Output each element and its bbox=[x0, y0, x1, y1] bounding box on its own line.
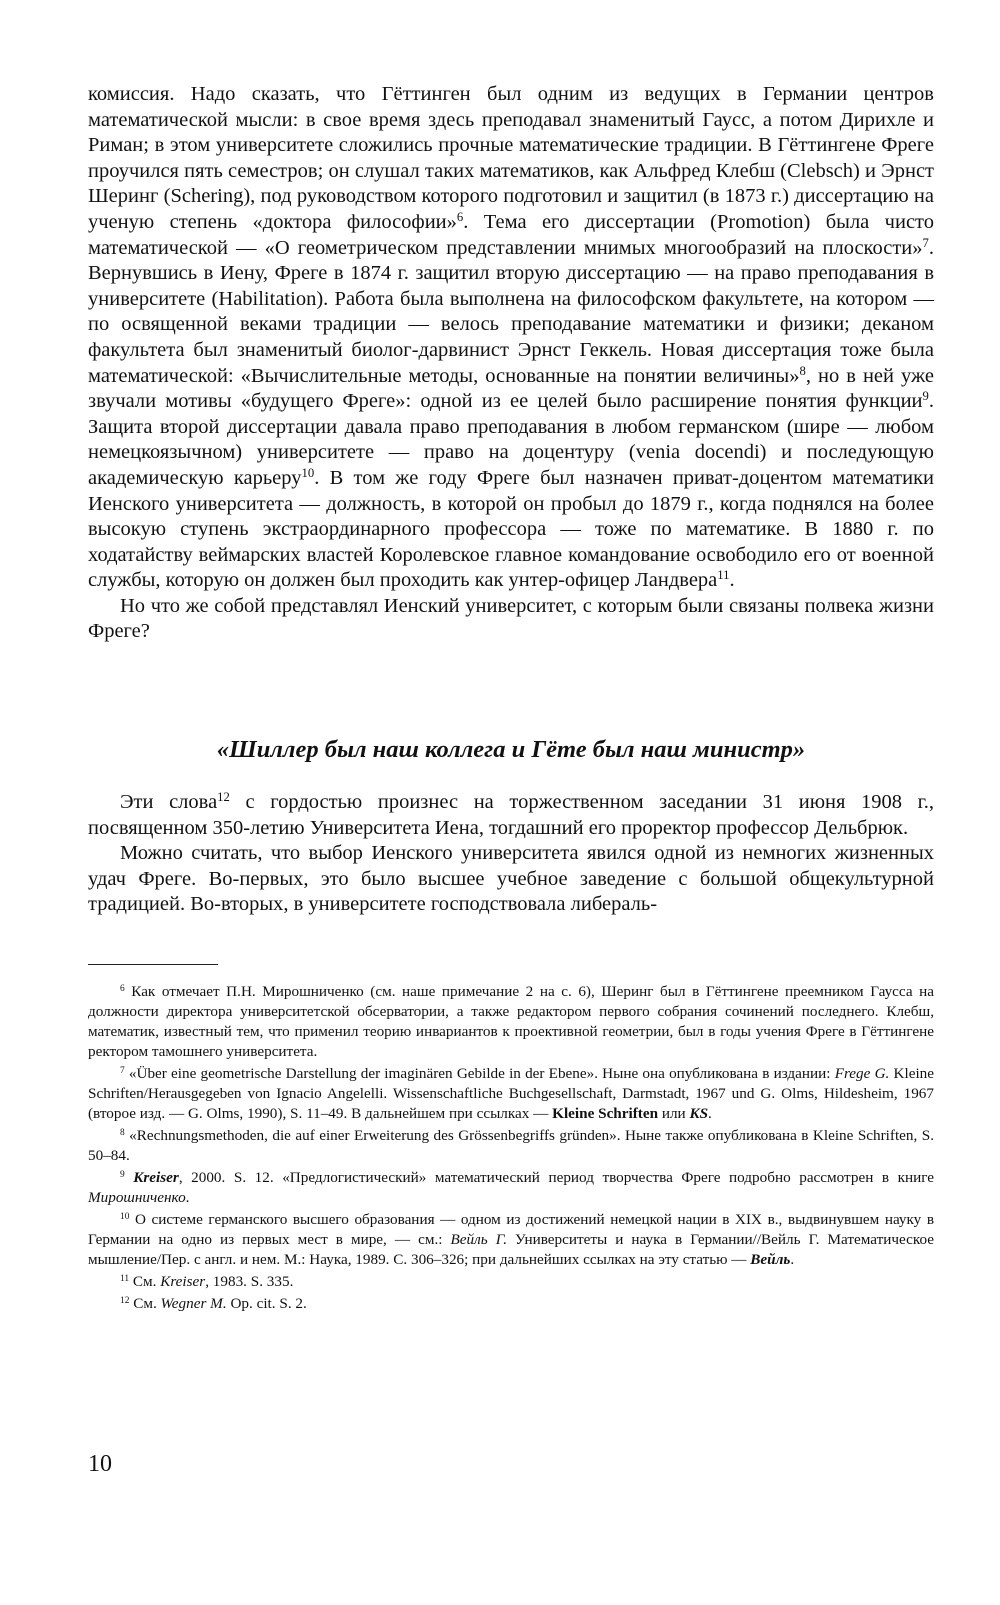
author-name: Kreiser bbox=[160, 1273, 206, 1290]
footnote-ref-9[interactable]: 9 bbox=[922, 389, 929, 404]
footnote-ref-7[interactable]: 7 bbox=[922, 235, 929, 250]
footnote-mark: 9 bbox=[120, 1169, 125, 1180]
footnote-text: «Über eine geometrische Darstellung der imaginären Gebilde in der Ebene». Ныне она опубликована в издании: bbox=[128, 1065, 835, 1082]
footnote-mark: 10 bbox=[120, 1211, 130, 1222]
footnote-text: или bbox=[658, 1105, 690, 1122]
footnote-text: Kleine Schriften/Herausgegeben von Ignacio Angelelli. Wissenschaftliche Buchgesellschaft, Darmstadt, 1967 und G. Olms, Hildesheim, 1967 (второе изд. — G. Olms, 1990), S. 11–49. В дальнейшем при ссылках — bbox=[88, 1065, 935, 1122]
footnote-text: См. bbox=[132, 1273, 161, 1290]
footnote-text: , 1983. S. 335. bbox=[205, 1273, 294, 1290]
abbreviation: Kleine Schriften bbox=[552, 1105, 659, 1122]
footnote-text: «Rechnungsmethoden, die auf einer Erweiterung des Grössenbegriffs gründen». Ныне также опубликована в Kleine Schriften, S. 50–84. bbox=[88, 1127, 934, 1164]
footnote-6 bbox=[88, 982, 934, 1062]
section-paragraph-2: Можно считать, что выбор Иенского университета явился одной из немногих жизненных удач Фреге. Во-первых, это было высшее учебное заведение с большой общекультурной традицией. Во-вторых, в университете господствовала либераль- bbox=[88, 842, 934, 916]
text-run: . bbox=[729, 569, 735, 592]
footnote-text: . bbox=[790, 1251, 795, 1268]
footnote-mark: 12 bbox=[120, 1295, 130, 1306]
footnote-mark: 8 bbox=[120, 1127, 125, 1138]
footnotes bbox=[88, 982, 934, 1316]
footnote-text: , 2000. S. 12. «Предлогистический» математический период творчества Фреге подробно рассмотрен в книге bbox=[178, 1169, 934, 1186]
footnote-7 bbox=[88, 1064, 934, 1124]
text-run: , но в ней уже звучали мотивы «будущего Фреге»: одной из ее целей было расширение понятия функции bbox=[88, 364, 934, 413]
footnote-ref-8[interactable]: 8 bbox=[799, 363, 806, 378]
author-name: Kreiser bbox=[133, 1169, 179, 1186]
text-run: . Защита второй диссертации давала право преподавания в любом германском (шире — любом немецкоязычном) университете — право на доцентуру (venia docendi) и последующую академическую карьеру bbox=[88, 390, 934, 489]
text-run: Эти слова bbox=[120, 791, 218, 813]
main-text bbox=[88, 82, 934, 645]
footnote-text: О системе германского высшего образования — одном из достижений немецкой нации в XIX в., выдвинувшем науку в Германии на одно из первых мест в мире, — см.: bbox=[88, 1211, 935, 1248]
footnote-ref-6[interactable]: 6 bbox=[456, 209, 464, 224]
footnote-10 bbox=[88, 1210, 934, 1270]
section-paragraph-1 bbox=[88, 790, 934, 841]
footnote-ref-10[interactable]: 10 bbox=[301, 465, 315, 480]
author-name: Мирошниченко bbox=[88, 1189, 186, 1206]
footnote-mark: 6 bbox=[120, 983, 125, 994]
footnote-9 bbox=[88, 1168, 934, 1208]
footnote-text: См. bbox=[133, 1295, 161, 1312]
footnote-ref-11[interactable]: 11 bbox=[717, 568, 730, 583]
paragraph-1 bbox=[88, 82, 934, 594]
footnote-text: Как отмечает П.Н. Мирошниченко (см. наше примечание 2 на с. 6), Шеринг был в Гёттингене преемником Гаусса на должности директора университетской обсерватории, а также редактором первого собрания сочинений последнего. Клебш, математик, известный тем, что применил теорию инвариантов к проективной геометрии, был в годы учения Фреге в Гёттингене ректором тамошнего университета. bbox=[88, 983, 934, 1060]
author-name: Frege G. bbox=[834, 1065, 890, 1082]
text-run: . В том же году Фреге был назначен приват-доцентом математики Иенского университета — должность, в которой он пробыл до 1879 г., когда поднялся на более высокую ступень экстраординарного профессора — тоже по математике. В 1880 г. по ходатайству веймарских властей Королевское главное командование освободило его от военной службы, которую он должен был проходить как унтер-офицер Ландвера bbox=[88, 466, 934, 592]
abbreviation: Вейль bbox=[750, 1251, 791, 1268]
section-text bbox=[88, 790, 934, 918]
footnote-divider bbox=[88, 964, 218, 965]
footnote-text: Университеты и наука в Германии//Вейль Г. Математическое мышление/Пер. с англ. и нем. М.: Наука, 1989. С. 306–326; при дальнейших ссылках на эту статью — bbox=[88, 1231, 934, 1268]
footnote-text: . bbox=[708, 1105, 712, 1122]
section-heading: «Шиллер был наш коллега и Гёте был наш министр» bbox=[216, 736, 806, 763]
footnote-text: . bbox=[185, 1189, 190, 1206]
footnote-mark: 7 bbox=[120, 1065, 125, 1076]
footnote-ref-12[interactable]: 12 bbox=[217, 790, 230, 805]
footnote-mark: 11 bbox=[120, 1273, 130, 1284]
footnote-8 bbox=[88, 1126, 934, 1166]
text-run: . Вернувшись в Иену, Фреге в 1874 г. защитил вторую диссертацию — на право преподавания в университете (Habilitation). Работа была выполнена на философском факультете, на котором — по освященной веками традиции — велось преподавание математики и физики; деканом факультета был знаменитый биолог-дарвинист Эрнст Геккель. Новая диссертация тоже была математической: «Вычислительные методы, основанные на понятии величины» bbox=[88, 236, 934, 387]
footnote-text: Op. cit. S. 2. bbox=[226, 1295, 307, 1312]
author-name: Вейль Г. bbox=[450, 1231, 507, 1248]
footnote-11 bbox=[88, 1272, 934, 1292]
page-number: 10 bbox=[88, 1451, 112, 1477]
text-run: с гордостью произнес на торжественном заседании 31 июня 1908 г., посвященном 350-летию Университета Иена, тогдашний его проректор профессор Дельбрюк. bbox=[88, 791, 934, 839]
text-run: комиссия. Надо сказать, что Гёттинген был одним из ведущих в Германии центров математической мысли: в свое время здесь преподавал знаменитый Гаусс, а потом Дирихле и Риман; в этом университете сложились прочные математические традиции. В Гёттингене Фреге проучился пять семестров; он слушал таких математиков, как Альфред Клебш (Clebsch) и Эрнст Шеринг (Schering), под руководством которого подготовил и защитил (в 1873 г.) диссертацию на ученую степень «доктора философии» bbox=[88, 83, 934, 233]
author-name: Wegner M. bbox=[160, 1295, 227, 1312]
abbreviation: KS bbox=[689, 1105, 709, 1122]
paragraph-2: Но что же собой представлял Иенский университет, с которым были связаны полвека жизни Фреге? bbox=[88, 594, 934, 643]
text-run: . Тема его диссертации (Promotion) была чисто математической — «О геометрическом представлении мнимых многообразий на плоскости» bbox=[88, 210, 934, 259]
footnote-12 bbox=[88, 1294, 934, 1314]
